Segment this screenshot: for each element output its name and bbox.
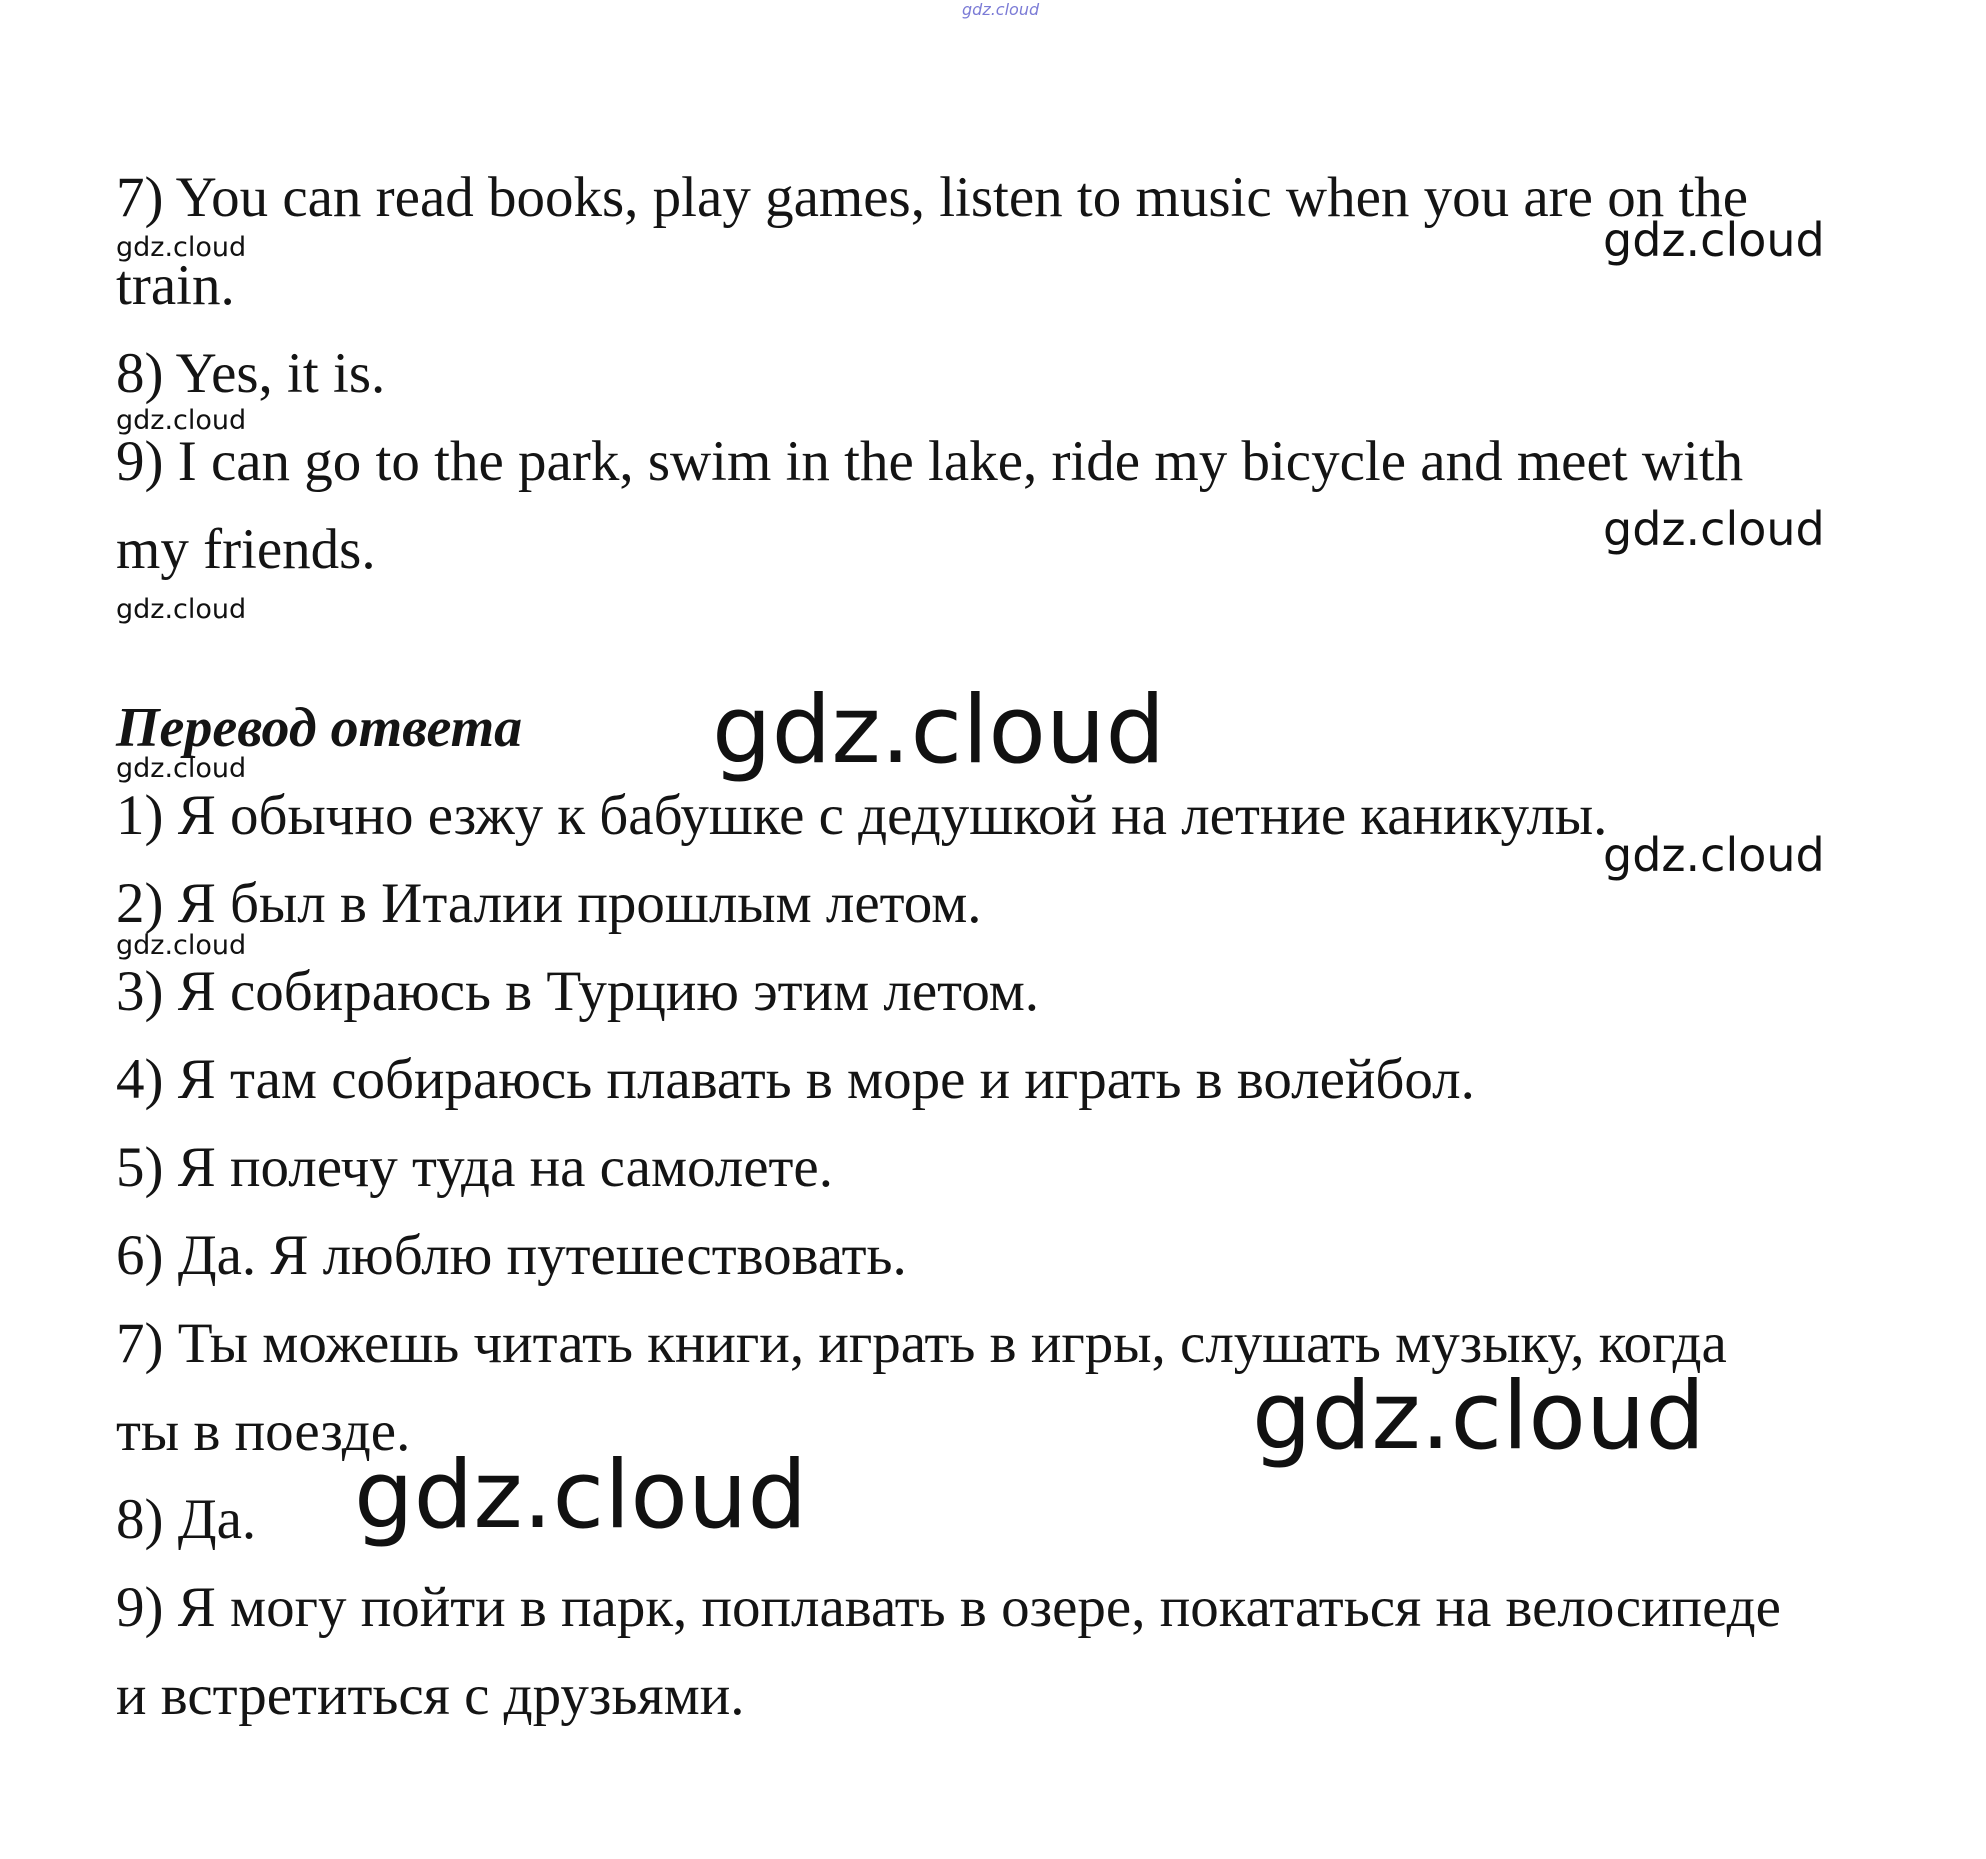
answer-7-line-2: train. [116,254,235,317]
answer-9-line-1: 9) I can go to the park, swim in the lake, ride my bicycle and meet with [116,430,1744,493]
translation-9-line-1: 9) Я могу пойти в парк, поплавать в озере, покататься на велосипеде [116,1576,1781,1639]
translation-7-line-1: 7) Ты можешь читать книги, играть в игры, слушать музыку, когда [116,1312,1727,1375]
answer-7-line-1: 7) You can read books, play games, listen to music when you are on the [116,166,1749,229]
watermark-small: gdz.cloud [116,232,247,263]
translation-7-line-2: ты в поезде. [116,1400,411,1463]
translation-3-line-1: 3) Я собираюсь в Турцию этим летом. [116,960,1040,1023]
watermark-small: gdz.cloud [116,405,247,436]
translation-heading: Перевод ответа [116,697,523,759]
translation-1-line-1: 1) Я обычно езжу к бабушке с дедушкой на летние каникулы. [116,784,1608,847]
translation-5-line-1: 5) Я полечу туда на самолете. [116,1136,833,1199]
watermark-medium: gdz.cloud [1603,502,1825,556]
translation-2-line-1: 2) Я был в Италии прошлым летом. [116,872,982,935]
watermark-small: gdz.cloud [116,753,247,784]
answer-9-line-2: my friends. [116,518,376,581]
watermark-small: gdz.cloud [116,594,247,625]
watermark-large: gdz.cloud [354,1441,808,1550]
watermark-top: gdz.cloud [962,0,1040,19]
watermark-medium: gdz.cloud [1603,828,1825,882]
translation-6-line-1: 6) Да. Я люблю путешествовать. [116,1224,907,1287]
answer-8-line-1: 8) Yes, it is. [116,342,386,405]
watermark-large: gdz.cloud [1252,1362,1706,1471]
watermark-medium: gdz.cloud [1603,213,1825,267]
translation-8-line-1: 8) Да. [116,1488,257,1551]
watermark-large: gdz.cloud [712,676,1166,785]
translation-4-line-1: 4) Я там собираюсь плавать в море и играть в волейбол. [116,1048,1475,1111]
translation-9-line-2: и встретиться с друзьями. [116,1664,745,1727]
watermark-small: gdz.cloud [116,930,247,961]
